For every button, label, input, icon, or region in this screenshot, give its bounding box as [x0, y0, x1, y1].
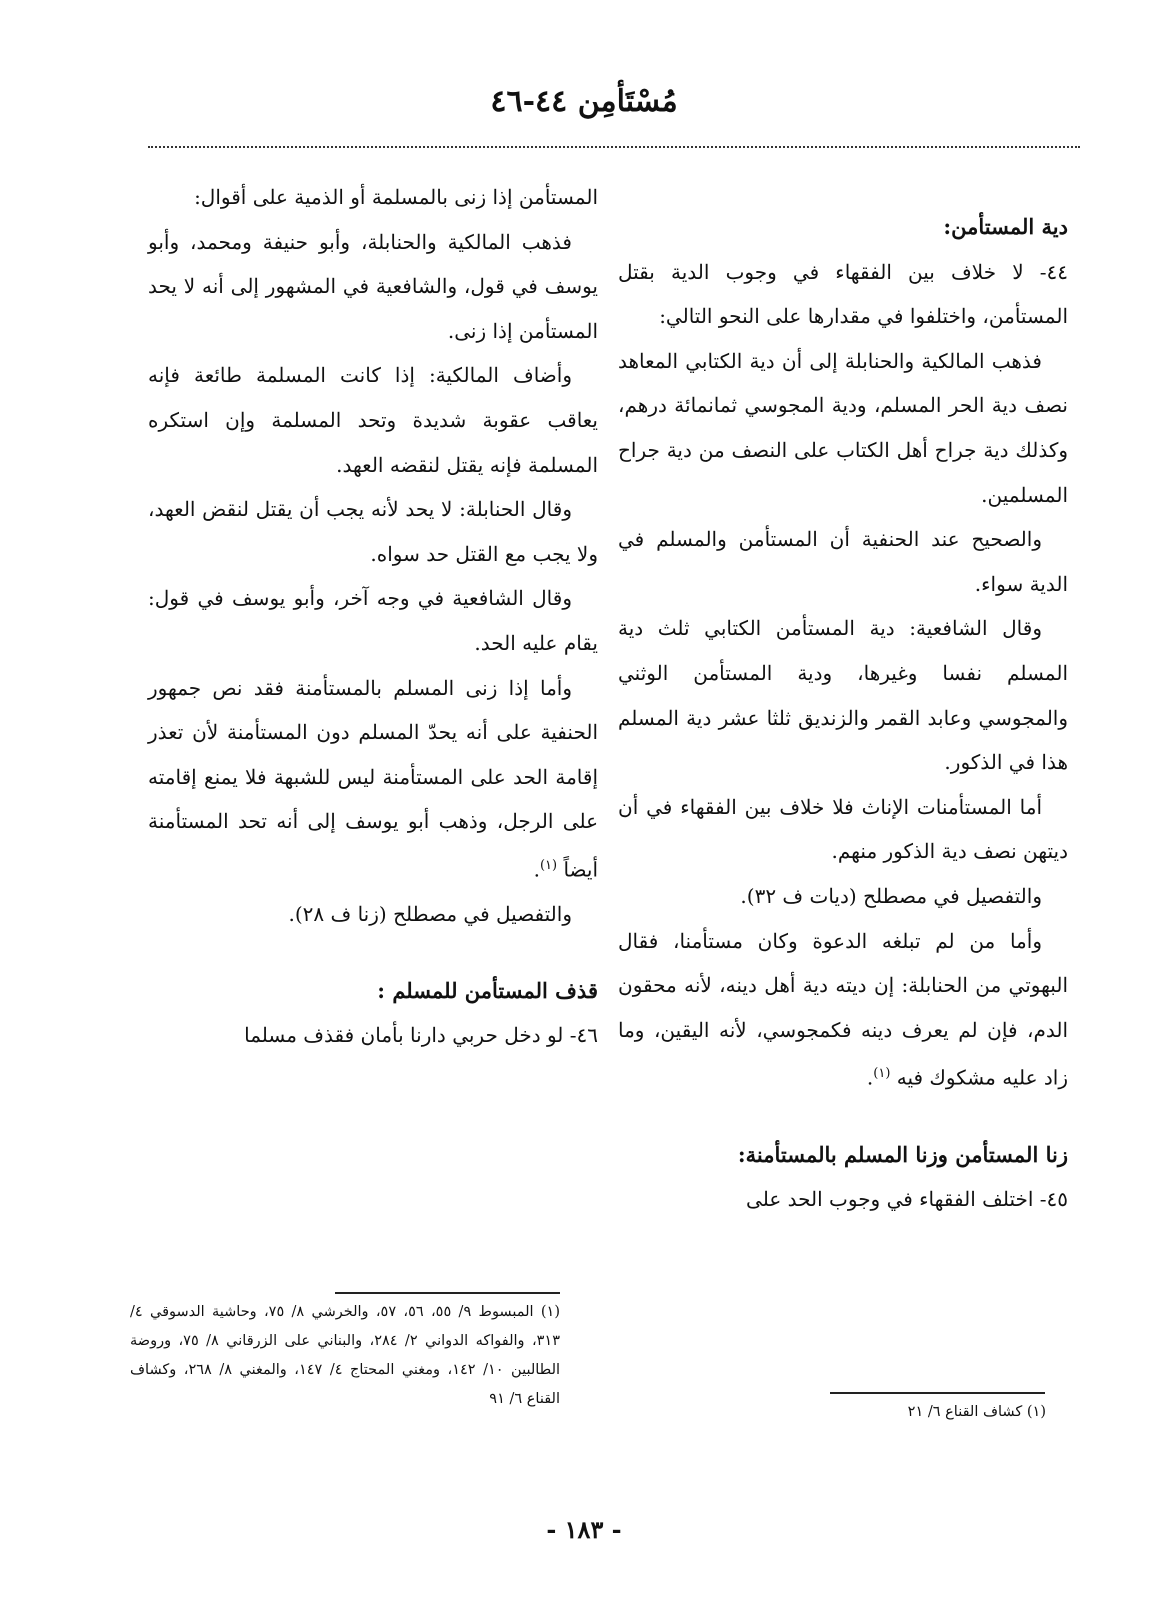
paragraph-text: وأما إذا زنى المسلم بالمستأمنة فقد نص جمهور الحنفية على أنه يحدّ المسلم دون المستأمنة لأن تعذر إقامة الحد على المستأمنة ليس للشبهة فلا يمنع إقامته على الرجل، وذهب أبو يوسف إلى أنه تحد المستأمنة أيضاً: [148, 675, 598, 882]
paragraph: أما المستأمنات الإناث فلا خلاف بين الفقهاء في أن ديتهن نصف دية الذكور منهم.: [618, 794, 1068, 864]
section-heading: قذف المستأمن للمسلم :: [377, 977, 598, 1003]
footnote-rule-left: [335, 1292, 560, 1294]
paragraph-end: .: [866, 1065, 874, 1090]
paragraph: وقال الحنابلة: لا يحد لأنه يجب أن يقتل لنقض العهد، ولا يجب مع القتل حد سواه.: [148, 497, 598, 566]
paragraph: ٤٤- لا خلاف بين الفقهاء في وجوب الدية بقتل المستأمن، واختلفوا في مقدارها على النحو التالي:: [618, 259, 1068, 329]
footnote-rule-right: [830, 1392, 1045, 1394]
section-heading: دية المستأمن:: [943, 214, 1068, 239]
paragraph: والتفصيل في مصطلح (زنا ف ٢٨).: [288, 902, 572, 927]
footnote-marker: (١): [539, 857, 558, 873]
paragraph: والصحيح عند الحنفية أن المستأمن والمسلم في الدية سواء.: [618, 527, 1068, 596]
paragraph: وقال الشافعية: دية المستأمن الكتابي ثلث دية المسلم نفسا وغيرها، ودية المستأمن الوثني والمجوسي وعابد القمر والزنديق ثلثا عشر دية المسلم هذا في الذكور.: [618, 616, 1068, 775]
footnote-marker: (١): [873, 1066, 891, 1082]
paragraph: وأضاف المالكية: إذا كانت المسلمة طائعة فإنه يعاقب عقوبة شديدة وتحد المسلمة وإن استكره المسلمة فإنه يقتل لنقضه العهد.: [148, 363, 598, 477]
page-header-title: مُسْتَأمِن ٤٤-٤٦: [490, 84, 678, 119]
paragraph: فذهب المالكية والحنابلة إلى أن دية الكتابي المعاهد نصف دية الحر المسلم، ودية المجوسي ثمانمائة درهم، وكذلك دية جراح أهل الكتاب على النصف من دية جراح المسلمين.: [618, 348, 1068, 507]
footnote-left: (١) المبسوط ٩/ ٥٥، ٥٦، ٥٧، والخرشي ٨/ ٧٥، وحاشية الدسوقي ٤/ ٣١٣، والفواكه الدواني ٢/ ٢٨٤، والبناني على الزرقاني ٨/ ٧٥، وروضة الطالبين ١٠/ ١٤٢، ومغني المحتاج ٤/ ١٤٧، والمغني ٨/ ٢٦٨، وكشاف القناع ٦/ ٩١: [130, 1304, 561, 1407]
paragraph: المستأمن إذا زنى بالمسلمة أو الذمية على أقوال:: [194, 185, 598, 209]
paragraph: والتفصيل في مصطلح (ديات ف ٣٢).: [740, 883, 1042, 908]
page-number: - ١٨٣ -: [546, 1515, 622, 1544]
paragraph: ٤٦- لو دخل حربي دارنا بأمان فقذف مسلما: [244, 1023, 598, 1048]
paragraph: فذهب المالكية والحنابلة، وأبو حنيفة ومحمد، وأبو يوسف في قول، والشافعية في المشهور إلى أنه لا يحد المستأمن إذا زنى.: [148, 229, 598, 343]
right-column: [618, 205, 1068, 1222]
header-dotted-rule: [148, 146, 1080, 148]
paragraph: وقال الشافعية في وجه آخر، وأبو يوسف في قول: يقام عليه الحد.: [148, 586, 598, 655]
paragraph-end: .: [533, 857, 540, 882]
left-column: [148, 175, 598, 1058]
paragraph-text: وأما من لم تبلغه الدعوة وكان مستأمنا، فقال البهوتي من الحنابلة: إن ديته دية أهل دينه، لأنه محقون الدم، فإن لم يعرف دينه فكمجوسي، لأنه اليقين، وما زاد عليه مشكوك فيه: [618, 928, 1068, 1090]
paragraph: [618, 919, 1068, 1101]
footnote-right: (١) كشاف القناع ٦/ ٢١: [907, 1404, 1046, 1420]
paragraph: [148, 666, 598, 893]
section-heading: زنا المستأمن وزنا المسلم بالمستأمنة:: [737, 1141, 1068, 1167]
paragraph: ٤٥- اختلف الفقهاء في وجوب الحد على: [746, 1187, 1068, 1212]
